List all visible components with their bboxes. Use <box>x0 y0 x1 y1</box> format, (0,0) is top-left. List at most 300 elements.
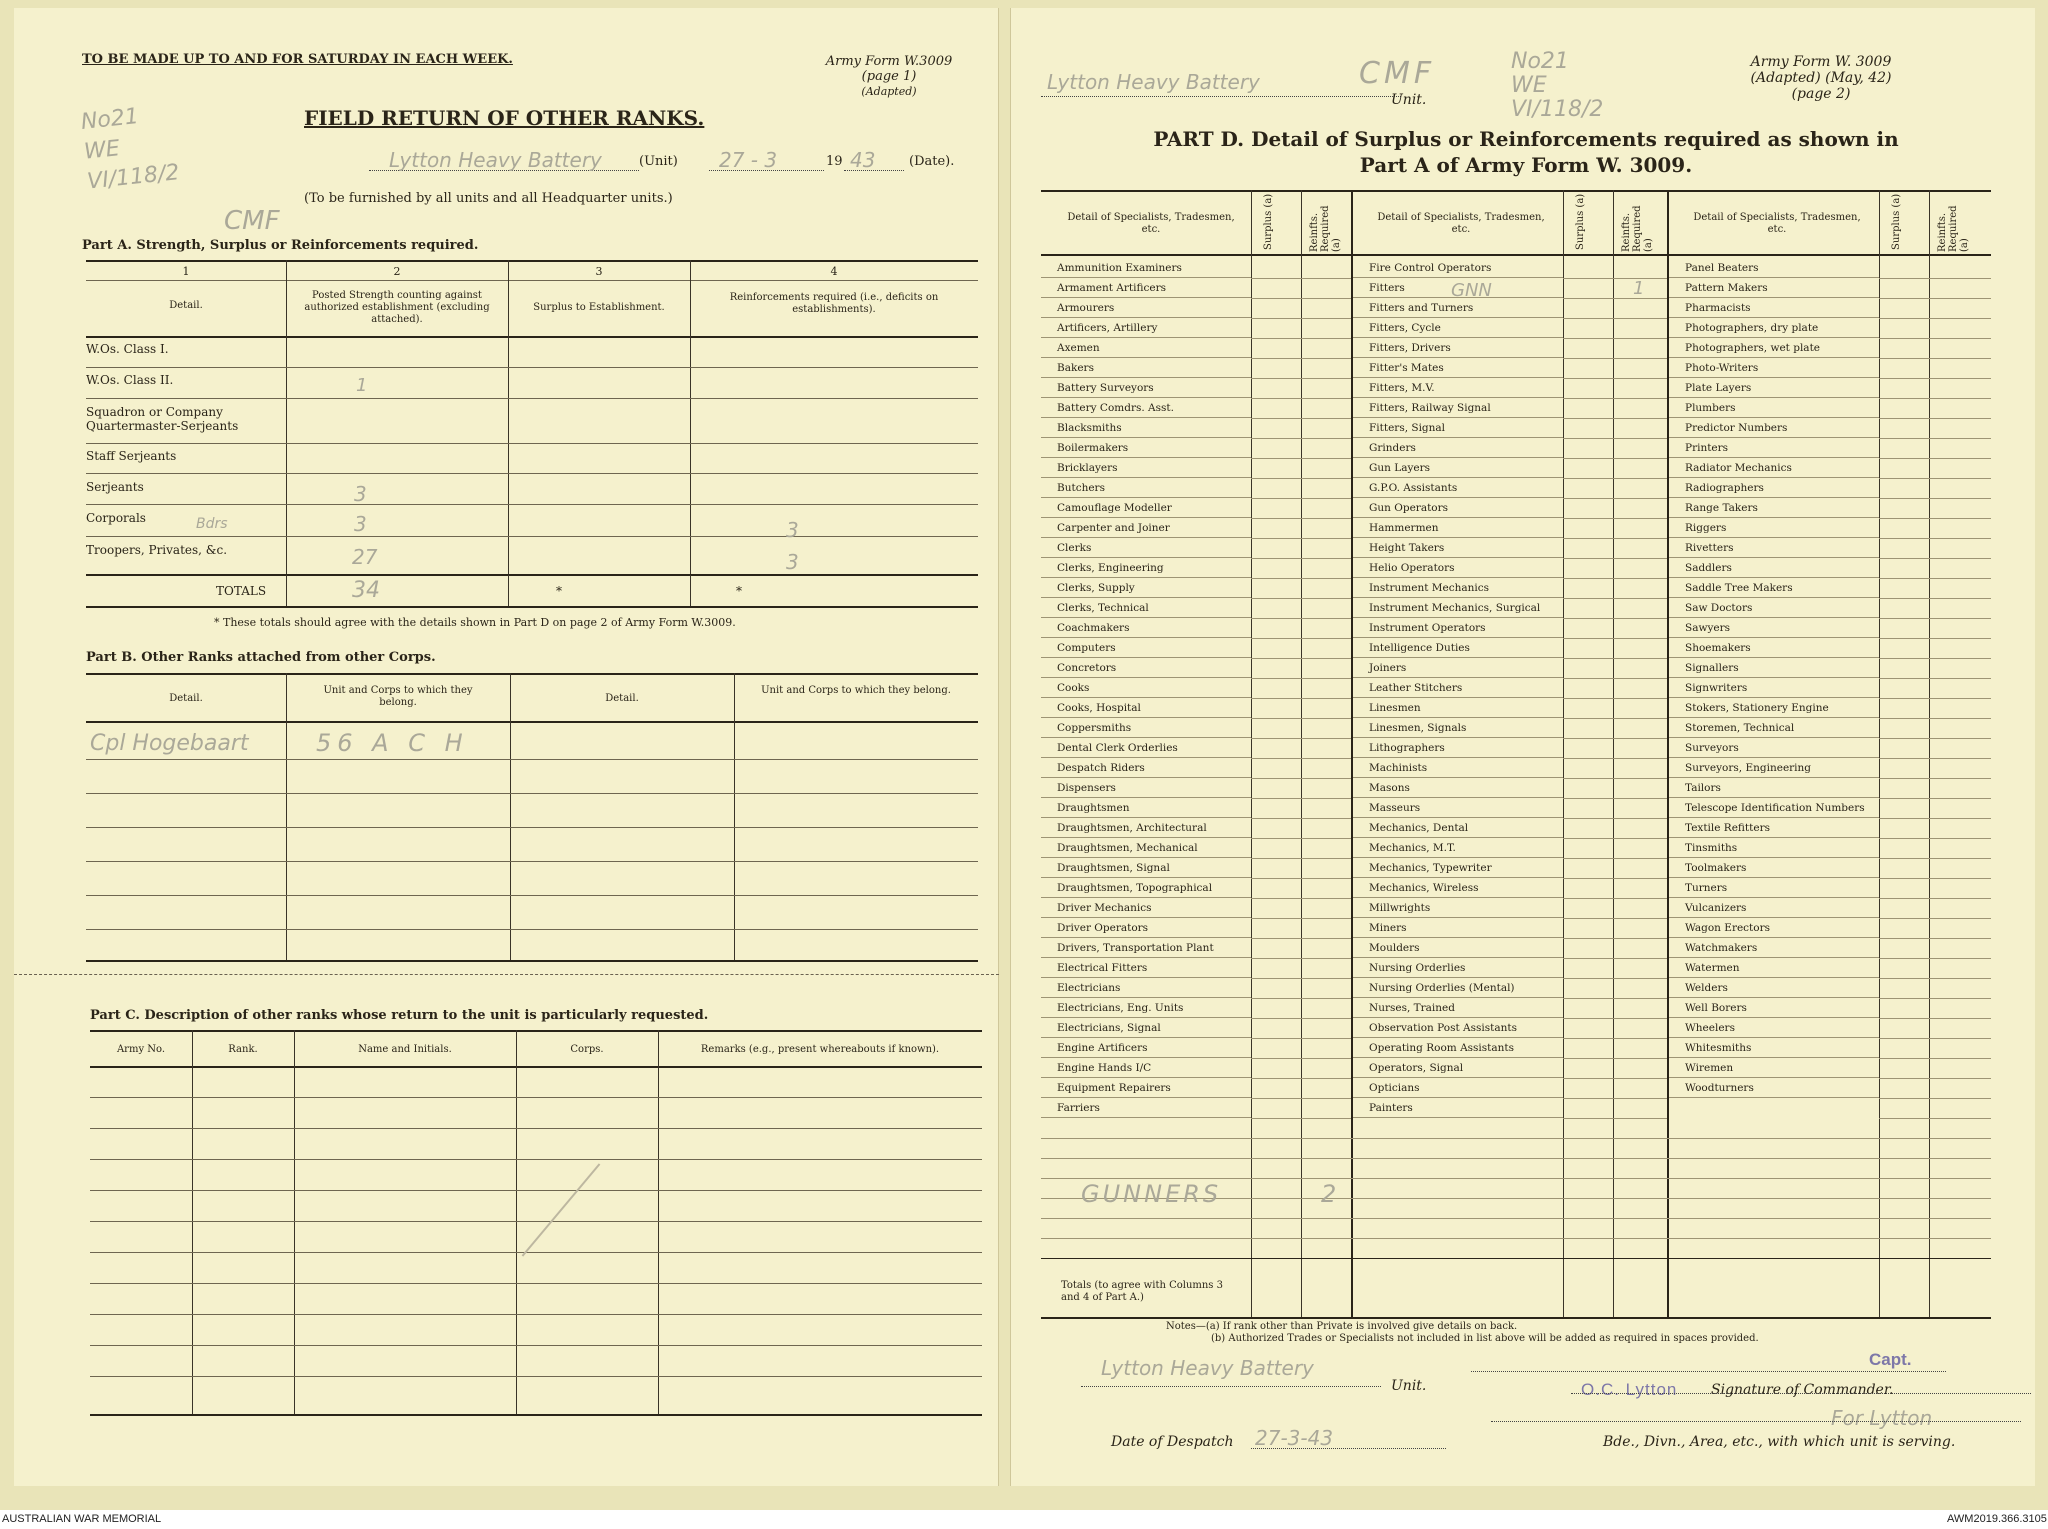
specialist-row: Pharmacists <box>1669 298 1879 318</box>
specialist-row: Tinsmiths <box>1669 838 1879 858</box>
specialist-row: Height Takers <box>1353 538 1563 558</box>
specialist-row: Engine Hands I/C <box>1041 1058 1251 1078</box>
row-rule <box>90 1221 982 1222</box>
unit-handwritten: Lytton Heavy Battery <box>389 148 602 172</box>
cell-rule <box>1563 958 1667 959</box>
cell-rule <box>1251 958 1351 959</box>
cell-rule <box>1251 818 1351 819</box>
row-rule <box>86 504 978 505</box>
specialist-row: Opticians <box>1353 1078 1563 1098</box>
rule <box>86 336 978 338</box>
row-rule <box>86 895 978 896</box>
specialist-row: Equipment Repairers <box>1041 1078 1251 1098</box>
specialist-row: Signwriters <box>1669 678 1879 698</box>
posted-value: 27 <box>352 545 378 569</box>
specialist-row: Instrument Mechanics <box>1353 578 1563 598</box>
cell-rule <box>1251 438 1351 439</box>
archive-footer <box>0 1510 2048 1529</box>
specialist-row: Axemen <box>1041 338 1251 358</box>
cell-rule <box>1251 1098 1351 1099</box>
cell-rule <box>1879 1098 1991 1099</box>
cell-rule <box>1251 1018 1351 1019</box>
cell-rule <box>1879 738 1991 739</box>
row-rule <box>86 793 978 794</box>
cell-rule <box>1879 478 1991 479</box>
specialist-row: Camouflage Modeller <box>1041 498 1251 518</box>
unit-label: (Unit) <box>639 154 678 169</box>
specialist-row: Draughtsmen, Architectural <box>1041 818 1251 838</box>
cell-rule <box>1563 1058 1667 1059</box>
row-detail: W.Os. Class II. <box>86 373 174 387</box>
specialist-row: Sawyers <box>1669 618 1879 638</box>
rule <box>1041 254 1991 256</box>
margin-note-line: WE <box>1511 73 1547 98</box>
rule <box>1041 1317 1991 1319</box>
cell-rule <box>1563 618 1667 619</box>
specialist-row: Range Takers <box>1669 498 1879 518</box>
cell-rule <box>1251 518 1351 519</box>
col-divider <box>286 575 287 606</box>
row-rule <box>90 1376 982 1377</box>
cell-rule <box>1251 1078 1351 1079</box>
specialist-row: Draughtsmen, Topographical <box>1041 878 1251 898</box>
cell-rule <box>1879 958 1991 959</box>
specialist-row: Plate Layers <box>1669 378 1879 398</box>
form-reference-right <box>1701 54 1941 102</box>
cell-rule <box>1879 418 1991 419</box>
col-header-surplus: Surplus (a) <box>1263 193 1274 250</box>
specialist-row: Fitters, M.V. <box>1353 378 1563 398</box>
cell-rule <box>1563 878 1667 879</box>
col-header-detail: Detail of Specialists, Tradesmen, etc. <box>1377 212 1545 235</box>
rule <box>86 280 978 281</box>
form-reference <box>794 54 984 99</box>
cell-rule <box>1879 858 1991 859</box>
cell-rule <box>1879 578 1991 579</box>
unit-label-bottom: Unit. <box>1391 1378 1427 1394</box>
specialist-row: Helio Operators <box>1353 558 1563 578</box>
specialist-row: Artificers, Artillery <box>1041 318 1251 338</box>
specialist-row: Machinists <box>1353 758 1563 778</box>
footer-institution: AUSTRALIAN WAR MEMORIAL <box>2 1513 162 1525</box>
specialist-row: Woodturners <box>1669 1078 1879 1098</box>
part-c-table <box>90 1030 982 1415</box>
totals-reinf-mark: * <box>736 584 742 598</box>
cell-rule <box>1563 598 1667 599</box>
row-rule <box>90 1128 982 1129</box>
specialist-row: Bricklayers <box>1041 458 1251 478</box>
footer-accession: AWM2019.366.3105 <box>1947 1513 2047 1525</box>
col-header-reinf: Reinfts. Required (a) <box>1621 205 1654 252</box>
specialist-row: Electricians, Signal <box>1041 1018 1251 1038</box>
part-b-entry-unit: 56 A C H <box>316 729 469 757</box>
row-rule <box>90 1252 982 1253</box>
specialist-row: Watchmakers <box>1669 938 1879 958</box>
cell-rule <box>1251 598 1351 599</box>
specialist-row: Electricians, Eng. Units <box>1041 998 1251 1018</box>
col-divider <box>294 1030 295 1415</box>
cell-rule <box>1251 778 1351 779</box>
cell-rule <box>1251 658 1351 659</box>
cell-rule <box>1251 878 1351 879</box>
cell-rule <box>1251 418 1351 419</box>
cell-rule <box>1563 538 1667 539</box>
rule <box>86 606 978 608</box>
specialist-row: Nursing Orderlies (Mental) <box>1353 978 1563 998</box>
col-divider <box>690 260 691 575</box>
row-detail: W.Os. Class I. <box>86 342 169 356</box>
fitters-reinf: 1 <box>1633 278 1645 299</box>
row-rule <box>86 574 978 576</box>
cell-rule <box>1563 1118 1667 1119</box>
cell-rule <box>1251 558 1351 559</box>
row-rule <box>90 1097 982 1098</box>
rule <box>1041 190 1991 192</box>
specialist-row: Electricians <box>1041 978 1251 998</box>
cell-rule <box>1251 578 1351 579</box>
cell-rule <box>1251 978 1351 979</box>
specialist-row: Concretors <box>1041 658 1251 678</box>
cell-rule <box>1251 398 1351 399</box>
specialist-row: Surveyors, Engineering <box>1669 758 1879 778</box>
cell-rule <box>1563 498 1667 499</box>
cell-rule <box>1251 638 1351 639</box>
cell-rule <box>1879 918 1991 919</box>
specialist-row: Moulders <box>1353 938 1563 958</box>
year-field <box>844 148 904 171</box>
rule <box>86 721 978 723</box>
col-header-surplus: Surplus (a) <box>1891 193 1902 250</box>
margin-note-right <box>1511 50 1603 122</box>
specialist-row: Observation Post Assistants <box>1353 1018 1563 1038</box>
specialist-row: Nurses, Trained <box>1353 998 1563 1018</box>
specialist-row: Cooks, Hospital <box>1041 698 1251 718</box>
specialist-row: Electrical Fitters <box>1041 958 1251 978</box>
blank-row-rule <box>1041 1158 1991 1159</box>
cell-rule <box>1879 598 1991 599</box>
part-b-heading: Part B. Other Ranks attached from other Corps. <box>86 650 436 665</box>
specialist-row: Saw Doctors <box>1669 598 1879 618</box>
cell-rule <box>1563 398 1667 399</box>
col-divider <box>286 260 287 575</box>
cell-rule <box>1563 858 1667 859</box>
col-header: Army No. <box>116 1044 166 1055</box>
specialist-row: Driver Mechanics <box>1041 898 1251 918</box>
cell-rule <box>1879 998 1991 999</box>
cell-rule <box>1563 1078 1667 1079</box>
cell-rule <box>1563 1038 1667 1039</box>
specialist-row: Fitter's Mates <box>1353 358 1563 378</box>
specialist-row: Mechanics, Dental <box>1353 818 1563 838</box>
cell-rule <box>1251 718 1351 719</box>
cell-rule <box>1251 458 1351 459</box>
margin-note-line: VI/118/2 <box>1511 97 1604 122</box>
form-page: (page 2) <box>1791 86 1851 102</box>
cell-rule <box>1563 798 1667 799</box>
cell-rule <box>1563 658 1667 659</box>
cell-rule <box>1563 838 1667 839</box>
rule <box>86 673 978 675</box>
cell-rule <box>1879 558 1991 559</box>
specialist-row: Printers <box>1669 438 1879 458</box>
cell-rule <box>1251 858 1351 859</box>
specialist-row: Clerks <box>1041 538 1251 558</box>
notes-a: Notes—(a) If rank other than Private is involved give details on back. <box>1166 1321 1518 1332</box>
part-a-heading: Part A. Strength, Surplus or Reinforcements required. <box>82 238 479 253</box>
cell-rule <box>1251 798 1351 799</box>
specialist-row: Leather Stitchers <box>1353 678 1563 698</box>
part-d-title-line: PART D. Detail of Surplus or Reinforcements required as shown in <box>1153 127 1899 151</box>
notes-b: (b) Authorized Trades or Specialists not included in list above will be added as required in spaces provided. <box>1211 1333 1759 1344</box>
col-divider <box>734 673 735 961</box>
cell-rule <box>1879 1018 1991 1019</box>
signature-line-2 <box>1571 1392 2031 1394</box>
part-b-entry-detail: Cpl Hogebaart <box>90 731 249 756</box>
specialist-row: Storemen, Technical <box>1669 718 1879 738</box>
part-c-heading: Part C. Description of other ranks whose return to the unit is particularly requested. <box>90 1008 709 1023</box>
cell-rule <box>1879 1118 1991 1119</box>
cell-rule <box>1879 658 1991 659</box>
col-header: Detail. <box>169 300 203 311</box>
cell-rule <box>1563 578 1667 579</box>
margin-note <box>80 98 181 197</box>
rule <box>86 960 978 962</box>
cell-rule <box>1879 1078 1991 1079</box>
specialist-row: Cooks <box>1041 678 1251 698</box>
cell-rule <box>1879 1058 1991 1059</box>
posted-value: 1 <box>356 375 368 396</box>
gunners-entry: GUNNERS <box>1081 1180 1222 1208</box>
cell-rule <box>1879 318 1991 319</box>
rule <box>86 260 978 262</box>
margin-note-line: WE <box>82 136 121 165</box>
page-2 <box>1010 8 2035 1486</box>
cell-rule <box>1563 278 1667 279</box>
cmf-note: CMF <box>224 206 280 236</box>
col-header: Surplus to Establishment. <box>533 302 665 313</box>
specialist-row: Riggers <box>1669 518 1879 538</box>
specialist-row: Coachmakers <box>1041 618 1251 638</box>
cut-line <box>14 974 999 975</box>
specialist-row: Watermen <box>1669 958 1879 978</box>
row-detail: Troopers, Privates, &c. <box>86 543 228 557</box>
specialist-row: Fire Control Operators <box>1353 258 1563 278</box>
specialist-row: Carpenter and Joiner <box>1041 518 1251 538</box>
unit-handwritten-bottom: Lytton Heavy Battery <box>1101 1356 1314 1380</box>
cell-rule <box>1879 358 1991 359</box>
col-header: Remarks (e.g., present whereabouts if known). <box>700 1044 940 1055</box>
cell-rule <box>1879 698 1991 699</box>
cell-rule <box>1879 518 1991 519</box>
date-despatch-hw: 27-3-43 <box>1255 1426 1334 1450</box>
form-adapted: (Adapted) <box>861 85 917 98</box>
cell-rule <box>1879 838 1991 839</box>
specialist-row: Pattern Makers <box>1669 278 1879 298</box>
posted-value: 3 <box>354 512 367 536</box>
blank-row-rule <box>1041 1218 1991 1219</box>
specialist-row: Hammermen <box>1353 518 1563 538</box>
cell-rule <box>1251 378 1351 379</box>
blank-row-rule <box>1041 1238 1991 1239</box>
row-rule <box>90 1314 982 1315</box>
cell-rule <box>1251 358 1351 359</box>
cell-rule <box>1879 1038 1991 1039</box>
reinf-value: 3 <box>786 518 799 542</box>
cmf-note-right: CMF <box>1359 56 1436 91</box>
year-prefix: 19 <box>826 154 843 169</box>
col-number: 2 <box>393 265 401 278</box>
bde-label: Bde., Divn., Area, etc., with which unit is serving. <box>1603 1434 1956 1450</box>
signature-line <box>1471 1370 1946 1372</box>
cell-rule <box>1251 938 1351 939</box>
specialist-row: Operators, Signal <box>1353 1058 1563 1078</box>
part-b-table <box>86 673 978 961</box>
top-instruction: TO BE MADE UP TO AND FOR SATURDAY IN EACH WEEK. <box>82 52 513 67</box>
cell-rule <box>1879 378 1991 379</box>
specialist-row: Drivers, Transportation Plant <box>1041 938 1251 958</box>
specialist-row: Well Borers <box>1669 998 1879 1018</box>
cell-rule <box>1251 918 1351 919</box>
date-despatch-field <box>1251 1426 1446 1449</box>
specialist-row: Linesmen, Signals <box>1353 718 1563 738</box>
specialist-row: Wiremen <box>1669 1058 1879 1078</box>
row-detail: Squadron or Company Quartermaster-Serjeants <box>86 405 239 433</box>
specialist-row: Rivetters <box>1669 538 1879 558</box>
specialist-row: Dental Clerk Orderlies <box>1041 738 1251 758</box>
cell-rule <box>1563 558 1667 559</box>
col-divider <box>192 1030 193 1415</box>
col-divider <box>286 673 287 961</box>
cell-rule <box>1879 718 1991 719</box>
specialist-row: Intelligence Duties <box>1353 638 1563 658</box>
row-rule <box>86 759 978 760</box>
cell-rule <box>1563 318 1667 319</box>
unit-field <box>369 148 639 171</box>
cell-rule <box>1251 618 1351 619</box>
specialist-row: Battery Surveyors <box>1041 378 1251 398</box>
margin-note-line: No21 <box>79 104 140 135</box>
col-header: Detail. <box>169 693 203 704</box>
specialist-row: Battery Comdrs. Asst. <box>1041 398 1251 418</box>
specialist-row: Radiographers <box>1669 478 1879 498</box>
specialist-row: Photo-Writers <box>1669 358 1879 378</box>
gunners-reinf: 2 <box>1321 1180 1337 1208</box>
row-detail: Corporals <box>86 511 146 525</box>
date-field <box>709 148 824 171</box>
cell-rule <box>1879 338 1991 339</box>
specialist-row: Clerks, Technical <box>1041 598 1251 618</box>
cell-rule <box>1879 778 1991 779</box>
cell-rule <box>1563 978 1667 979</box>
specialist-row: Operating Room Assistants <box>1353 1038 1563 1058</box>
cell-rule <box>1563 738 1667 739</box>
specialist-row: Ammunition Examiners <box>1041 258 1251 278</box>
cell-rule <box>1879 678 1991 679</box>
cell-rule <box>1251 1118 1351 1119</box>
cell-rule <box>1879 898 1991 899</box>
date-label: (Date). <box>909 154 955 169</box>
cell-rule <box>1251 278 1351 279</box>
blank-row-rule <box>1041 1138 1991 1139</box>
cell-rule <box>1563 818 1667 819</box>
specialist-row: Draughtsmen, Mechanical <box>1041 838 1251 858</box>
col-header-reinf: Reinfts. Required (a) <box>1309 205 1342 252</box>
specialist-row: Surveyors <box>1669 738 1879 758</box>
cell-rule <box>1879 278 1991 279</box>
totals-posted: 34 <box>352 578 380 603</box>
specialist-row: Driver Operators <box>1041 918 1251 938</box>
col-header-reinf: Reinfts. Required (a) <box>1937 205 1970 252</box>
cell-rule <box>1251 738 1351 739</box>
cell-rule <box>1251 898 1351 899</box>
margin-note-line: No21 <box>1511 49 1569 74</box>
col-header-surplus: Surplus (a) <box>1575 193 1586 250</box>
col-divider <box>508 575 509 606</box>
cell-rule <box>1563 418 1667 419</box>
unit-label-top: Unit. <box>1391 92 1427 108</box>
specialist-row: Fitters, Drivers <box>1353 338 1563 358</box>
part-a-footnote: * These totals should agree with the details shown in Part D on page 2 of Army Form W.3009. <box>214 616 736 629</box>
rule <box>1041 1258 1991 1259</box>
cell-rule <box>1879 298 1991 299</box>
specialist-row: Wheelers <box>1669 1018 1879 1038</box>
specialist-row: Photographers, dry plate <box>1669 318 1879 338</box>
cell-rule <box>1879 638 1991 639</box>
specialist-row: Turners <box>1669 878 1879 898</box>
specialist-row: Welders <box>1669 978 1879 998</box>
cell-rule <box>1563 378 1667 379</box>
stamp-capt: Capt. <box>1869 1350 1912 1369</box>
specialist-row: Fitters and Turners <box>1353 298 1563 318</box>
page-1 <box>14 8 999 1486</box>
col-header-detail: Detail of Specialists, Tradesmen, etc. <box>1693 212 1861 235</box>
col-divider <box>510 673 511 961</box>
cell-rule <box>1879 978 1991 979</box>
specialist-row: Butchers <box>1041 478 1251 498</box>
specialist-row: Saddle Tree Makers <box>1669 578 1879 598</box>
cell-rule <box>1251 758 1351 759</box>
specialist-row: Gun Layers <box>1353 458 1563 478</box>
specialist-row: Clerks, Supply <box>1041 578 1251 598</box>
row-rule <box>90 1190 982 1191</box>
row-detail: Serjeants <box>86 480 144 494</box>
row-rule <box>90 1345 982 1346</box>
cell-rule <box>1563 458 1667 459</box>
specialist-row: Predictor Numbers <box>1669 418 1879 438</box>
cell-rule <box>1563 518 1667 519</box>
col-header-detail: Detail of Specialists, Tradesmen, etc. <box>1067 212 1235 235</box>
row-detail: Staff Serjeants <box>86 449 177 463</box>
specialist-row: Masons <box>1353 778 1563 798</box>
specialist-row: Draughtsmen <box>1041 798 1251 818</box>
specialist-row: Armourers <box>1041 298 1251 318</box>
cell-rule <box>1563 778 1667 779</box>
specialist-row: Plumbers <box>1669 398 1879 418</box>
cell-rule <box>1563 478 1667 479</box>
unit-handwritten-top: Lytton Heavy Battery <box>1047 70 1260 94</box>
row-rule <box>86 473 978 474</box>
specialist-row: Fitters, Signal <box>1353 418 1563 438</box>
cell-rule <box>1251 678 1351 679</box>
specialist-row: Instrument Operators <box>1353 618 1563 638</box>
specialist-row: Engine Artificers <box>1041 1038 1251 1058</box>
cell-rule <box>1563 1018 1667 1019</box>
specialist-row: Stokers, Stationery Engine <box>1669 698 1879 718</box>
cell-rule <box>1563 898 1667 899</box>
specialist-row: Farriers <box>1041 1098 1251 1118</box>
stamp-oc: O.C. Lytton <box>1581 1380 1678 1399</box>
col-header: Detail. <box>605 693 639 704</box>
